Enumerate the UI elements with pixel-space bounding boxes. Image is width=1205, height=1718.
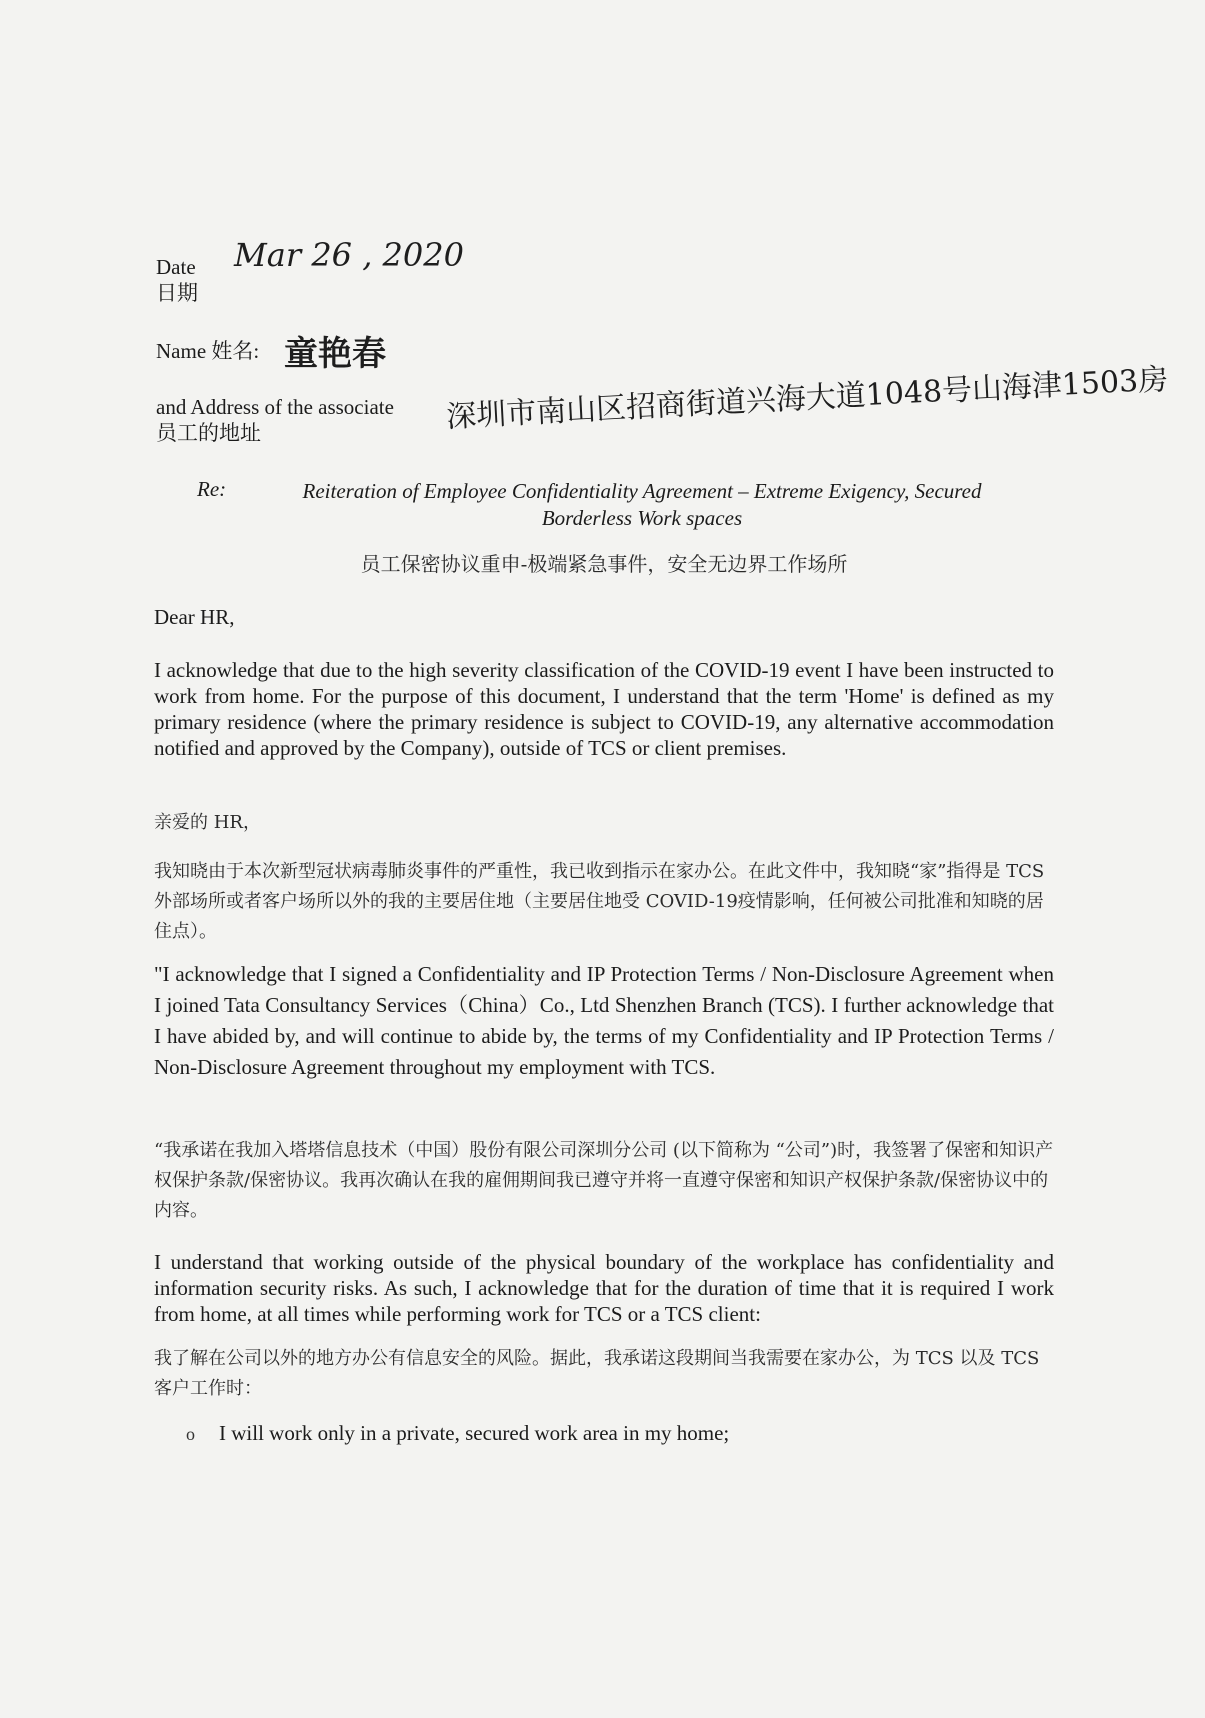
salutation-zh: 亲爱的 HR， [154, 812, 261, 833]
date-label-zh: 日期 [156, 281, 198, 305]
paragraph-3-en: I understand that working outside of the physical boundary of the workplace has confidentiality and information security risks. As such, I acknowledge that for the duration of time that it is required I work from home, at all times while performing work for TCS or a TCS client: [154, 1250, 1054, 1326]
bullet-item-1 [186, 1420, 1046, 1446]
paragraph-2-en: "I acknowledge that I signed a Confidentiality and IP Protection Terms / Non-Disclosure Agreement when I joined Tata Consultancy Services（China）Co., Ltd Shenzhen Branch (TCS). I further acknowledge that I have abided by, and will continue to abide by, the terms of my Confidentiality and IP Protection Terms / Non-Disclosure Agreement throughout my employment with TCS. [154, 962, 1054, 1079]
paragraph-3-zh: 我了解在公司以外的地方办公有信息安全的风险。据此，我承诺这段期间当我需要在家办公，为 TCS 以及 TCS 客户工作时： [154, 1348, 1040, 1399]
address-label-en: and Address of the associate [156, 395, 394, 419]
paragraph-1-zh: 我知晓由于本次新型冠状病毒肺炎事件的严重性，我已收到指示在家办公。在此文件中，我知晓“家”指得是 TCS 外部场所或者客户场所以外的我的主要居住地（主要居住地受 COVID-19疫情影响，任何被公司批准和知晓的居住点）。 [154, 861, 1045, 942]
date-label-en: Date [156, 255, 196, 279]
paragraph-1-en: I acknowledge that due to the high severity classification of the COVID-19 event I have been instructed to work from home. For the purpose of this document, I understand that the term 'Home' is defined as my primary residence (where the primary residence is subject to COVID-19, any alternative accommodation notified and approved by the Company), outside of TCS or client premises. [154, 658, 1054, 760]
paragraph-2-zh: “我承诺在我加入塔塔信息技术（中国）股份有限公司深圳分公司 (以下简称为 “公司”)时，我签署了保密和知识产权保护条款/保密协议。我再次确认在我的雇佣期间我已遵守并将一直遵守保密和知识产权保护条款/保密协议中的内容。 [154, 1140, 1054, 1221]
date-label [156, 254, 198, 306]
salutation-en: Dear HR, [154, 605, 235, 629]
date-handwritten: Mar 26 , 2020 [234, 236, 464, 274]
subject-title-zh: 员工保密协议重申-极端紧急事件，安全无边界工作场所 [360, 552, 848, 576]
name-handwritten: 童艳春 [284, 334, 386, 374]
address-handwritten: 深圳市南山区招商街道兴海大道1048号山海津1503房 [445, 362, 1169, 435]
address-label-zh: 员工的地址 [156, 421, 261, 445]
re-label: Re: [197, 477, 227, 501]
bullet-text: I will work only in a private, secured work area in my home; [219, 1421, 730, 1445]
name-label: Name 姓名: [156, 339, 260, 363]
bullet-marker-icon: o [186, 1424, 195, 1444]
subject-title-en: Reiteration of Employee Confidentiality Agreement – Extreme Exigency, Secured Borderless Work spaces [302, 479, 982, 530]
address-label [156, 394, 394, 446]
